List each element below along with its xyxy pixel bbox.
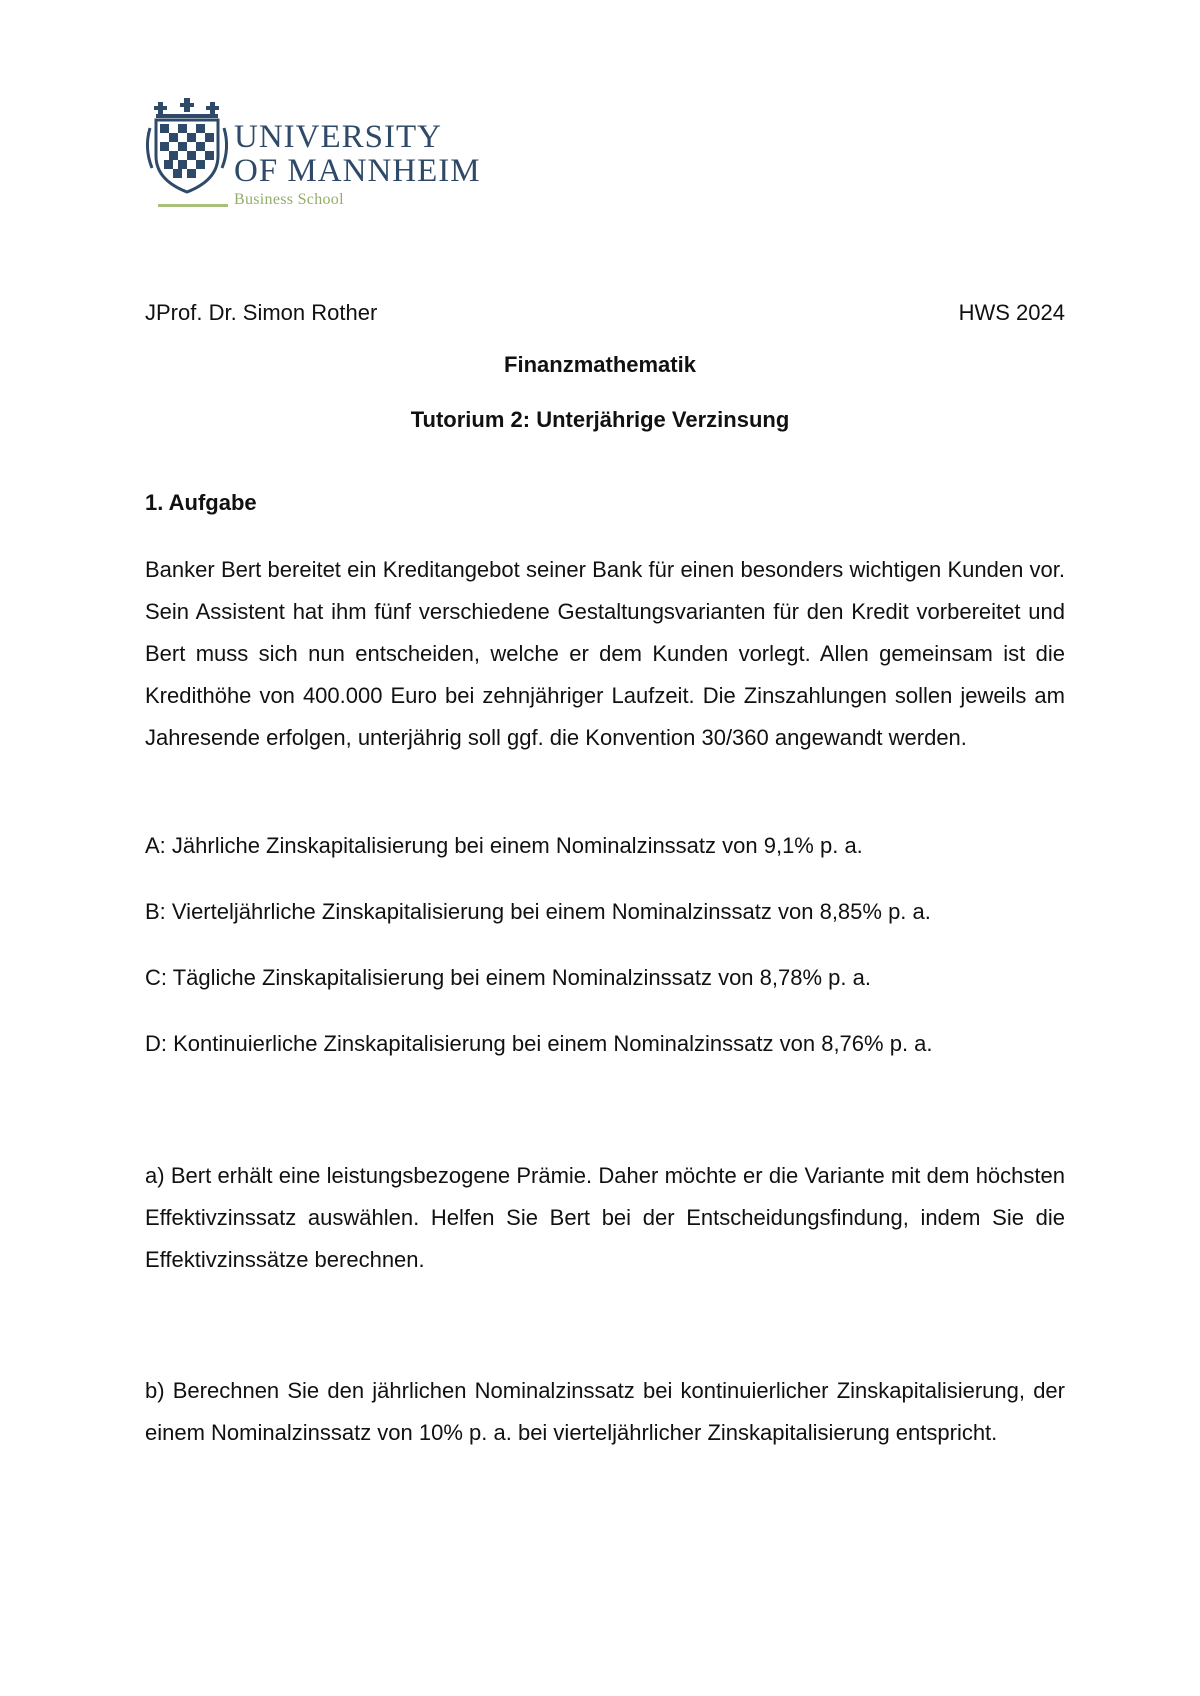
option-d: D: Kontinuierliche Zinskapitalisierung bei einem Nominalzinssatz von 8,76% p. a. bbox=[145, 1031, 933, 1056]
exercise-heading: 1. Aufgabe bbox=[145, 490, 257, 515]
tutorial-title: Tutorium 2: Unterjährige Verzinsung bbox=[410, 407, 790, 432]
task-part-b: b) Berechnen Sie den jährlichen Nominalzinssatz bei kontinuierlicher Zinskapitalisierung, der einem Nominalzinssatz von 10% p. a. bei vierteljährlicher Zinskapitalisierung entspricht. bbox=[145, 1378, 1065, 1445]
semester-term: HWS 2024 bbox=[958, 300, 1065, 325]
option-a: A: Jährliche Zinskapitalisierung bei einem Nominalzinssatz von 9,1% p. a. bbox=[145, 833, 863, 858]
logo-line-mannheim: OF MANNHEIM bbox=[234, 153, 481, 189]
logo-line-university: UNIVERSITY bbox=[234, 119, 442, 155]
course-title: Finanzmathematik bbox=[504, 352, 696, 377]
option-b: B: Vierteljährliche Zinskapitalisierung bei einem Nominalzinssatz von 8,85% p. a. bbox=[145, 899, 931, 924]
exercise-intro-paragraph: Banker Bert bereitet ein Kreditangebot seiner Bank für einen besonders wichtigen Kunden vor. Sein Assistent hat ihm fünf verschiedene Gestaltungsvarianten für den Kredit vorbereitet und Bert muss sich nun entscheiden, welche er dem Kunden vorlegt. Allen gemeinsam ist die Kredithöhe von 400.000 Euro bei zehnjähriger Laufzeit. Die Zinszahlungen sollen jeweils am Jahresende erfolgen, unterjährig soll ggf. die Konvention 30/360 angewandt werden. bbox=[145, 557, 1065, 750]
university-logo bbox=[142, 98, 562, 218]
task-part-a: a) Bert erhält eine leistungsbezogene Prämie. Daher möchte er die Variante mit dem höchsten Effektivzinssatz auswählen. Helfen Sie Bert bei der Entscheidungsfindung, indem Sie die Effektivzinssätze berechnen. bbox=[145, 1163, 1065, 1272]
logo-line-business-school: Business School bbox=[234, 191, 344, 208]
option-c: C: Tägliche Zinskapitalisierung bei einem Nominalzinssatz von 8,78% p. a. bbox=[145, 965, 871, 990]
logo-accent-bar bbox=[158, 204, 228, 207]
university-crest-icon bbox=[142, 98, 232, 204]
author-name: JProf. Dr. Simon Rother bbox=[145, 300, 378, 325]
